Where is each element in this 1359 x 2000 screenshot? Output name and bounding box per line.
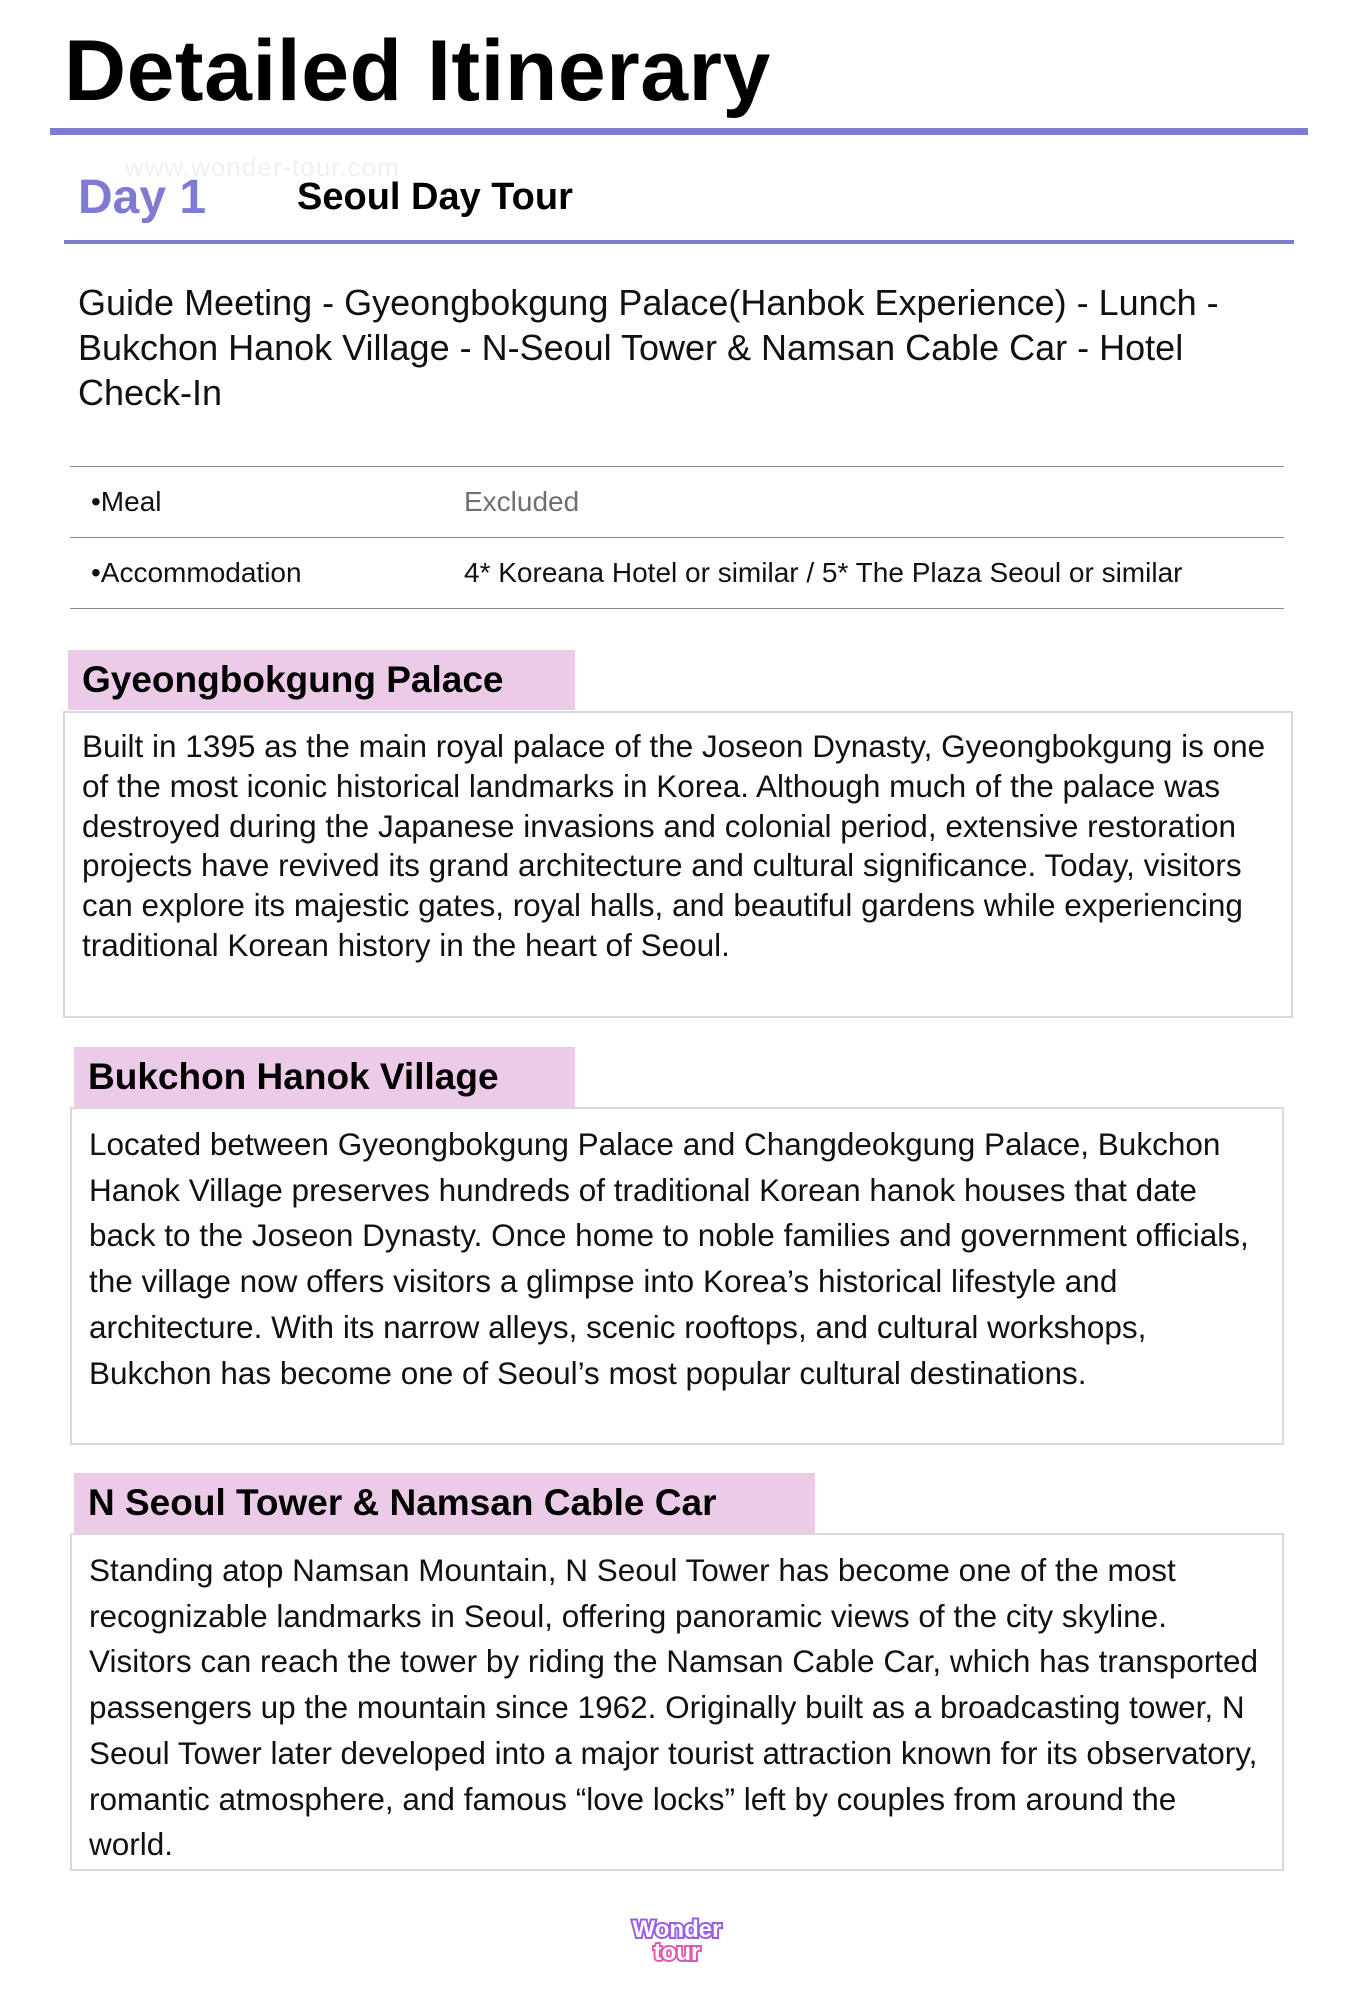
section-body-bukchon: Located between Gyeongbokgung Palace and Changdeokgung Palace, Bukchon Hanok Village preserves hundreds of traditional Korean hanok houses that date back to the Joseon Dynasty. Once home to noble families and government officials, the village now offers visitors a glimpse into Korea’s historical lifestyle and architecture. With its narrow alleys, scenic rooftops, and cultural workshops, Bukchon has become one of Seoul’s most popular cultural destinations. xyxy=(70,1107,1284,1445)
info-row-accommodation xyxy=(70,538,1284,609)
day-title: Seoul Day Tour xyxy=(297,176,573,218)
logo-line-1: Wonder xyxy=(632,1916,722,1943)
section-body-gyeongbokgung: Built in 1395 as the main royal palace of the Joseon Dynasty, Gyeongbokgung is one of the most iconic historical landmarks in Korea. Although much of the palace was destroyed during the Japanese invasions and colonial period, extensive restoration projects have revived its grand architecture and cultural significance. Today, visitors can explore its majestic gates, royal halls, and beautiful gardens while experiencing traditional Korean history in the heart of Seoul. xyxy=(63,711,1293,1018)
title-divider xyxy=(50,128,1308,135)
watermark-text: www.wonder-tour.com xyxy=(125,152,400,182)
info-table xyxy=(70,466,1284,609)
section-title-nseoul: N Seoul Tower & Namsan Cable Car xyxy=(74,1473,815,1533)
info-key: •Meal xyxy=(70,467,464,538)
day-divider xyxy=(64,240,1294,244)
day-route: Guide Meeting - Gyeongbokgung Palace(Hanbok Experience) - Lunch - Bukchon Hanok Village - N-Seoul Tower & Namsan Cable Car - Hotel Check-In xyxy=(78,282,1219,413)
info-value: 4* Koreana Hotel or similar / 5* The Plaza Seoul or similar xyxy=(464,538,1284,609)
page-title: Detailed Itinerary xyxy=(64,23,771,119)
section-title-bukchon: Bukchon Hanok Village xyxy=(74,1047,575,1107)
info-key: •Accommodation xyxy=(70,538,464,609)
info-value: Excluded xyxy=(464,467,1284,538)
wonder-tour-logo xyxy=(622,1913,732,1965)
section-title-gyeongbokgung: Gyeongbokgung Palace xyxy=(68,650,575,710)
day-label: Day 1 xyxy=(78,171,207,224)
info-row-meal xyxy=(70,467,1284,538)
section-body-nseoul: Standing atop Namsan Mountain, N Seoul Tower has become one of the most recognizable landmarks in Seoul, offering panoramic views of the city skyline. Visitors can reach the tower by riding the Namsan Cable Car, which has transported passengers up the mountain since 1962. Originally built as a broadcasting tower, N Seoul Tower later developed into a major tourist attraction known for its observatory, romantic atmosphere, and famous “love locks” left by couples from around the world. xyxy=(70,1533,1284,1871)
logo-line-2: tour xyxy=(653,1939,701,1965)
